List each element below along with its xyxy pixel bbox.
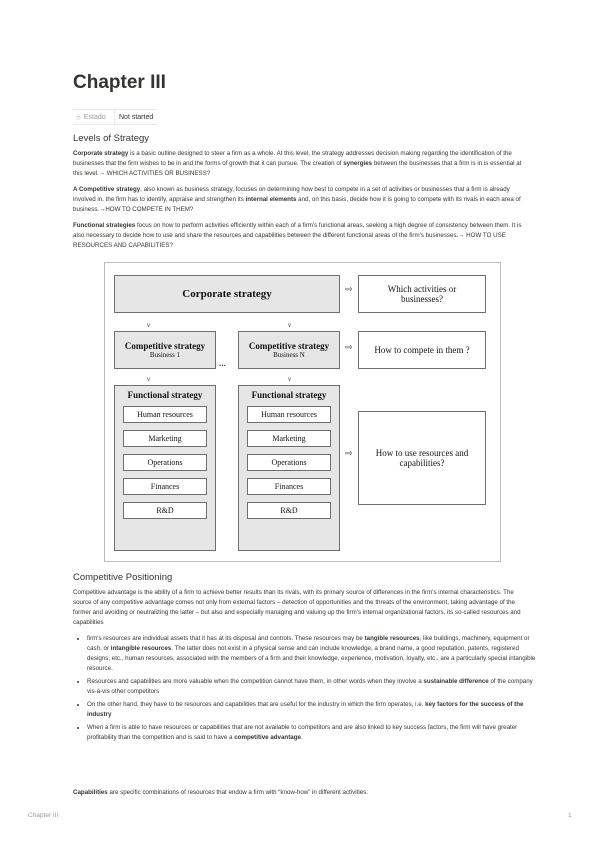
bold-term: intangible resources xyxy=(110,645,172,652)
connector-v-icon: v xyxy=(288,377,291,383)
function-item: Marketing xyxy=(247,430,331,447)
text: firm's resources are individual assets that it has at its disposal and controls. These resources may be xyxy=(87,635,365,642)
business-label: Business 1 xyxy=(149,351,181,359)
bold-term: Corporate strategy xyxy=(73,150,129,157)
bold-term: competitive advantage xyxy=(234,734,301,741)
text: between the businesses that a firm is in is essential at this level.→ WHICH ACTIVITIES OR BUSINESS? xyxy=(73,160,522,177)
arrow-right-icon: ⇨ xyxy=(345,343,353,353)
functional-strategy-box-1 xyxy=(114,385,216,551)
status-circle-icon: ○ xyxy=(76,112,81,122)
status-value[interactable]: Not started xyxy=(119,113,154,121)
function-item: R&D xyxy=(247,502,331,519)
competitive-strategy-box-1 xyxy=(114,331,216,369)
competitive-strategy-box-n xyxy=(238,331,340,369)
text: , like buildings, machinery, equipment or cash, or xyxy=(87,635,530,652)
strategy-levels-diagram xyxy=(104,262,501,562)
function-item: Marketing xyxy=(123,430,207,447)
bold-term: key factors for the success of the industry xyxy=(87,701,524,718)
text: Resources and capabilities are more valuable when the competition cannot have them, in other words when they involve a xyxy=(87,678,424,685)
corporate-strategy-box: Corporate strategy xyxy=(114,275,340,313)
bold-term: internal elements xyxy=(245,196,297,203)
function-item: Finances xyxy=(247,478,331,495)
section-heading-positioning: Competitive Positioning xyxy=(73,572,173,583)
function-item: R&D xyxy=(123,502,207,519)
paragraph-capabilities xyxy=(73,788,528,798)
business-label: Business N xyxy=(273,351,305,359)
bold-term: A Competitive strategy xyxy=(73,186,141,193)
bold-term: sustainable difference xyxy=(423,678,489,685)
text: are specific combinations of resources that endow a firm with “know-how” in different activities. xyxy=(107,789,368,796)
text: and, on this basis, decide how it is going to compete with its rivals in each area of business.→HOW TO COMPETE IN THEM? xyxy=(73,196,521,213)
property-row-status[interactable] xyxy=(73,109,157,125)
arrow-right-icon: ⇨ xyxy=(345,285,353,295)
function-item: Human resources xyxy=(123,406,207,423)
connector-v-icon: v xyxy=(147,323,150,329)
list-item xyxy=(87,723,542,743)
competitive-title: Competitive strategy xyxy=(248,341,330,351)
function-item: Human resources xyxy=(247,406,331,423)
paragraph-intro: Competitive advantage is the ability of a firm to achieve better results than its rivals, with its primary source of differences in the firm's internal characteristics. The source of any competitive advantage comes not only from external factors – detection of opportunities and the threats of the environment, taking advantage of the former and avoiding or neutralizing the latter – but also and especially managing and valuing up the firm's internal organizational factors, its so-called resources and capabilities xyxy=(73,589,521,626)
connector-v-icon: v xyxy=(288,323,291,329)
text: . xyxy=(300,734,303,741)
property-label xyxy=(73,110,115,124)
text: , also known as business strategy, focuses on determining how best to compete in a set of activities or businesses that a firm is already involved in. the firm has to identify, appraise and strengthen its xyxy=(73,186,510,203)
paragraph-competitive xyxy=(73,185,528,215)
page-title: Chapter III xyxy=(73,72,166,93)
function-item: Finances xyxy=(123,478,207,495)
list-item xyxy=(87,677,542,697)
text: focus on how to perform activities efficiently within each of a firm's functional areas, seeking a high degree of consistency between them. It is also necessary to decide how to use and share the resources and capabilities between the different functional areas of the firm's businesses.→ HOW TO USE RESOURCES AND CAPABILITIES? xyxy=(73,222,522,249)
text: is a basic outline designed to steer a firm as a whole. At this level, the strategy addresses decision making regarding the identification of the businesses that the firm wishes to be in and the forms of growth that it can pursue. The creation of xyxy=(73,150,512,167)
bullet-list xyxy=(73,634,542,746)
competitive-title: Competitive strategy xyxy=(124,341,206,351)
question-activities-box: Which activities or businesses? xyxy=(358,275,486,313)
connector-v-icon: v xyxy=(147,377,150,383)
ellipsis: ... xyxy=(219,359,226,368)
paragraph-functional xyxy=(73,221,528,251)
paragraph-corporate xyxy=(73,149,528,179)
text: On the other hand, they have to be resources and capabilities that are useful for the industry in which the firm operates, i.e. xyxy=(87,701,426,708)
bold-term: Capabilities xyxy=(73,789,108,796)
bold-term: synergies xyxy=(343,160,373,167)
property-label-text: Estado xyxy=(83,113,106,121)
text: . The latter does not exist in a physical sense and can include knowledge, a brand name, a good reputation, patents, registered designs, etc., human resources, associated with the members of a firm and their knowledge, experience, motivation, loyalty, etc., are a particularly special intangible resource. xyxy=(87,645,536,672)
page-number: 1 xyxy=(568,812,572,819)
function-item: Operations xyxy=(123,454,207,471)
section-heading-levels: Levels of Strategy xyxy=(73,133,150,144)
question-compete-box: How to compete in them ? xyxy=(358,331,486,369)
footer-title: Chapter III xyxy=(28,812,59,819)
text: When a firm is able to have resources or capabilities that are not available to competitors and are also linked to key success factors, the firm will have greater profitability than the competition and is said to have a xyxy=(87,724,518,741)
function-item: Operations xyxy=(247,454,331,471)
list-item xyxy=(87,634,542,674)
question-resources-box: How to use resources and capabilities? xyxy=(358,411,486,505)
functional-title: Functional strategy xyxy=(251,390,327,400)
bold-term: Functional strategies xyxy=(73,222,136,229)
functional-strategy-box-n xyxy=(238,385,340,551)
list-item xyxy=(87,700,542,720)
text: of the company vis-à-vis other competitors xyxy=(87,678,533,695)
functional-title: Functional strategy xyxy=(127,390,203,400)
arrow-right-icon: ⇨ xyxy=(345,449,353,459)
bold-term: tangible resources xyxy=(364,635,420,642)
